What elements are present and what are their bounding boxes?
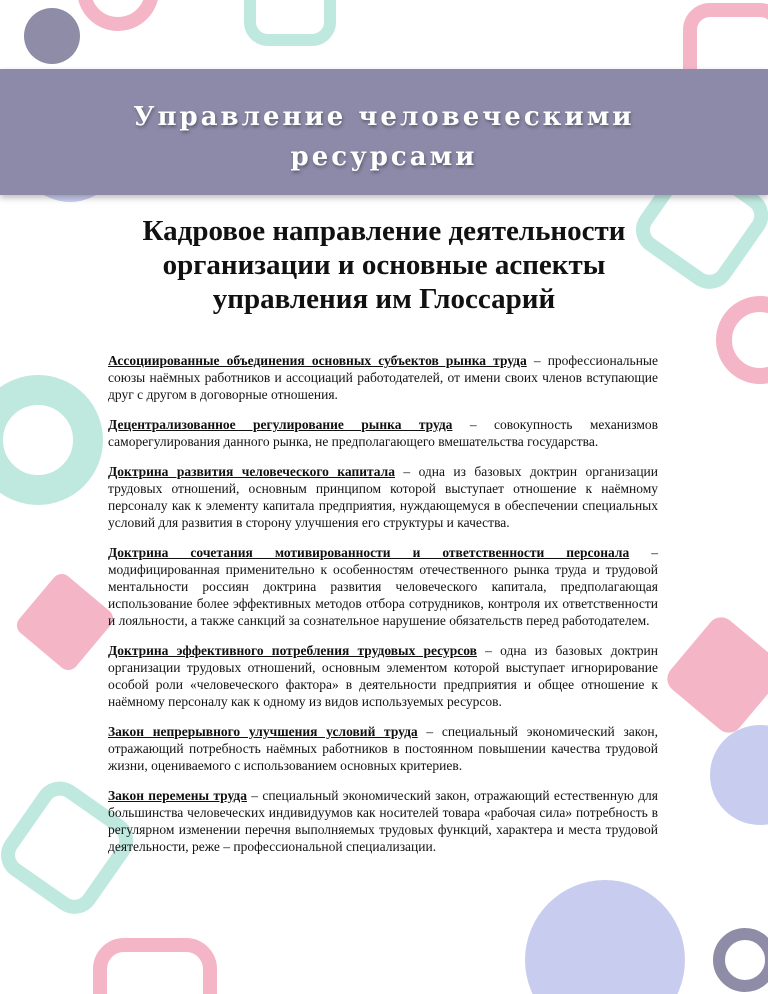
banner-title: Управление человеческими ресурсами bbox=[133, 102, 635, 172]
glossary-entry bbox=[108, 463, 658, 531]
glossary-term: Закон перемены труда bbox=[108, 788, 247, 803]
decor-circle-grey-top bbox=[24, 8, 80, 64]
glossary-entry bbox=[108, 642, 658, 710]
glossary-term: Доктрина эффективного потребления трудовых ресурсов bbox=[108, 643, 477, 658]
glossary-term: Доктрина развития человеческого капитала bbox=[108, 464, 395, 479]
glossary-term: Децентрализованное регулирование рынка труда bbox=[108, 417, 453, 432]
glossary-entry bbox=[108, 352, 658, 403]
decor-diamond-pink-left bbox=[13, 570, 117, 674]
decor-circle-lavender-bottom bbox=[525, 880, 685, 994]
document-heading: Кадровое направление деятельности организации и основные аспекты управления им Глоссарий bbox=[142, 215, 626, 315]
title-banner bbox=[0, 69, 768, 195]
glossary-definition: – модифицированная применительно к особенностям отечественного рынка труда и трудовой ментальности россиян доктрина развития человеческого капитала, предполагающая использование более эффективных методов отбора сотрудников, контроля их ответственности и лояльности, а также санкций за сознательное нарушение обязательств перед работодателем. bbox=[108, 545, 658, 628]
decor-square-pink-bottom bbox=[100, 945, 210, 994]
glossary-definition: – профессиональные союзы наёмных работников и ассоциаций работодателей, от имени своих членов вступающие друг с другом в договорные отношения. bbox=[108, 353, 658, 402]
decor-ring-pink-top bbox=[84, 0, 152, 24]
glossary-term: Доктрина сочетания мотивированности и ответственности персонала bbox=[108, 545, 630, 560]
glossary-definition: – специальный экономический закон, отражающий естественную для большинства человеческих индивидуумов как носителей товара «рабочая сила» потребность в регулярном изменении перечня выполняемых трудовых функций, характера и места трудовой деятельности, реже – профессиональной специализации. bbox=[108, 788, 659, 854]
glossary-definition: – одна из базовых доктрин организации трудовых отношений, основным элементом которой выступает игнорирование особой роли «человеческого фактора» в деятельности предприятия и общее отношение к наёмному персоналу как к одному из видов используемых ресурсов. bbox=[108, 643, 658, 709]
glossary-content bbox=[108, 352, 658, 868]
glossary-entry bbox=[108, 544, 658, 629]
decor-ring-pink-right bbox=[724, 304, 768, 376]
glossary-definition: – совокупность механизмов саморегулирования данного рынка, не предполагающего вмешательства государства. bbox=[108, 417, 658, 449]
glossary-entry bbox=[108, 416, 658, 450]
glossary-entry bbox=[108, 723, 658, 774]
glossary-entry bbox=[108, 787, 658, 855]
glossary-definition: – специальный экономический закон, отражающий потребность наёмных работников в постоянном повышении качества трудовой жизни, оцениваемого с использованием основных критериев. bbox=[108, 724, 658, 773]
decor-ring-mint-left bbox=[0, 390, 88, 490]
glossary-definition: – одна из базовых доктрин организации трудовых отношений, основным принципом которой выступает отношение к наёмному персоналу как к элементу капитала предприятия, нуждающемуся в обеспечении специальных условий для развития в сторону улучшения его структуры и качества. bbox=[108, 464, 658, 530]
decor-ring-grey-bottomright bbox=[719, 934, 768, 986]
decor-circle-lavender-right bbox=[710, 725, 768, 825]
glossary-term: Ассоциированные объединения основных субъектов рынка труда bbox=[108, 353, 527, 368]
decor-diamond-pink-right bbox=[662, 612, 768, 739]
glossary-term: Закон непрерывного улучшения условий труда bbox=[108, 724, 418, 739]
decor-square-mint-top bbox=[250, 0, 330, 40]
